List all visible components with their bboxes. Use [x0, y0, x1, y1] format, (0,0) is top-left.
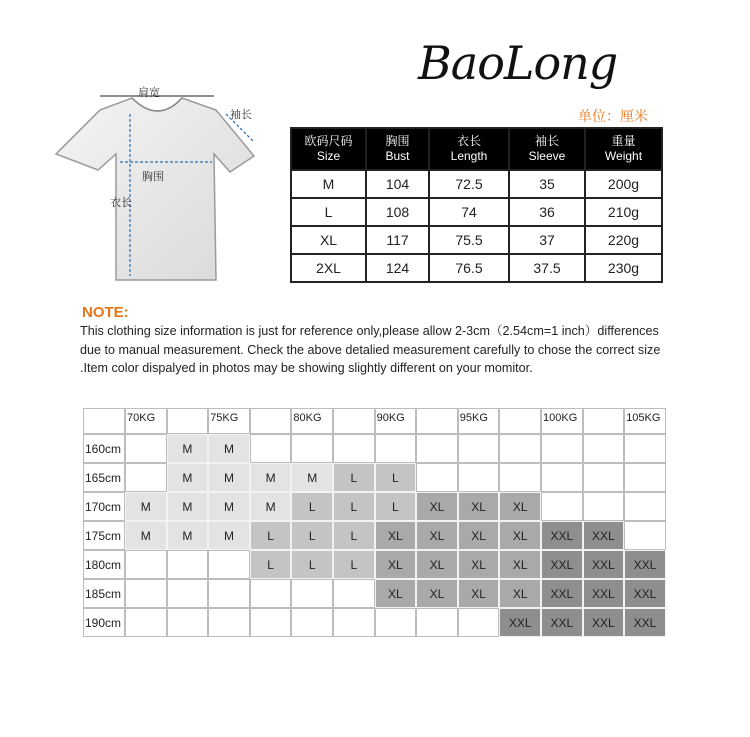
- size-cell: [125, 550, 167, 579]
- size-cell: M: [208, 521, 250, 550]
- header-length: 衣长 Length: [429, 128, 509, 170]
- size-cell: XXL: [583, 550, 625, 579]
- header-size: 欧码尺码 Size: [291, 128, 366, 170]
- size-cell: XXL: [541, 550, 583, 579]
- header-bust: 胸围 Bust: [366, 128, 429, 170]
- size-cell: [375, 608, 417, 637]
- size-cell: [208, 550, 250, 579]
- table-cell: 124: [366, 254, 429, 282]
- size-cell: [583, 492, 625, 521]
- size-cell: XXL: [624, 579, 666, 608]
- size-cell: M: [167, 463, 209, 492]
- table-row: [291, 254, 662, 282]
- size-cell: M: [208, 434, 250, 463]
- height-label-cell: 170cm: [83, 492, 125, 521]
- size-cell: L: [291, 550, 333, 579]
- note-line: .Item color dispalyed in photos may be showing slightly different on your momitor.: [80, 361, 533, 375]
- size-cell: M: [167, 434, 209, 463]
- grid-header-cell: [83, 408, 125, 434]
- table-cell: L: [291, 198, 366, 226]
- weight-label: 105KG: [626, 412, 661, 424]
- weight-label: 80KG: [293, 412, 322, 424]
- size-cell: [250, 579, 292, 608]
- size-cell: [458, 608, 500, 637]
- height-label-cell: 185cm: [83, 579, 125, 608]
- note-title: NOTE:: [82, 304, 129, 321]
- size-cell: [458, 434, 500, 463]
- size-cell: XXL: [541, 579, 583, 608]
- size-cell: [583, 463, 625, 492]
- size-cell: M: [167, 492, 209, 521]
- size-cell: XL: [458, 550, 500, 579]
- size-cell: L: [375, 492, 417, 521]
- size-cell: [624, 463, 666, 492]
- size-cell: [541, 463, 583, 492]
- table-cell: 108: [366, 198, 429, 226]
- size-cell: M: [167, 521, 209, 550]
- size-cell: M: [291, 463, 333, 492]
- size-cell: L: [333, 492, 375, 521]
- header-sleeve: 袖长 Sleeve: [509, 128, 585, 170]
- size-cell: XL: [499, 550, 541, 579]
- size-cell: XXL: [499, 608, 541, 637]
- size-cell: [624, 434, 666, 463]
- size-cell: M: [208, 463, 250, 492]
- size-cell: [250, 434, 292, 463]
- size-cell: XL: [416, 492, 458, 521]
- table-row: [291, 170, 662, 198]
- size-cell: L: [333, 550, 375, 579]
- table-row: [291, 198, 662, 226]
- table-row: [291, 226, 662, 254]
- size-cell: [458, 463, 500, 492]
- size-table-header: [291, 128, 662, 170]
- size-cell: [167, 579, 209, 608]
- table-cell: 220g: [585, 226, 662, 254]
- size-table: [290, 127, 663, 283]
- size-cell: XL: [499, 492, 541, 521]
- size-cell: [499, 434, 541, 463]
- table-cell: XL: [291, 226, 366, 254]
- unit-label: 单位：厘米: [578, 108, 648, 124]
- size-cell: [208, 579, 250, 608]
- size-cell: [541, 492, 583, 521]
- size-cell: XXL: [541, 521, 583, 550]
- size-cell: XL: [499, 579, 541, 608]
- table-cell: M: [291, 170, 366, 198]
- grid-header-cell: [250, 408, 292, 434]
- height-label-cell: 160cm: [83, 434, 125, 463]
- table-cell: 2XL: [291, 254, 366, 282]
- size-cell: L: [291, 492, 333, 521]
- table-cell: 36: [509, 198, 585, 226]
- size-cell: [375, 434, 417, 463]
- table-cell: 230g: [585, 254, 662, 282]
- size-cell: L: [250, 550, 292, 579]
- size-cell: L: [333, 463, 375, 492]
- brand-logo: BaoLong: [418, 36, 618, 90]
- size-cell: [624, 492, 666, 521]
- table-cell: 37: [509, 226, 585, 254]
- length-label: 衣长: [110, 197, 132, 209]
- table-cell: 76.5: [429, 254, 509, 282]
- size-cell: XL: [458, 579, 500, 608]
- size-cell: XXL: [624, 550, 666, 579]
- size-cell: XL: [375, 550, 417, 579]
- size-cell: L: [250, 521, 292, 550]
- size-cell: L: [375, 463, 417, 492]
- size-cell: [208, 608, 250, 637]
- chest-label: 胸围: [142, 171, 164, 183]
- table-cell: 117: [366, 226, 429, 254]
- grid-header-cell: [583, 408, 625, 434]
- size-cell: [291, 434, 333, 463]
- tshirt-diagram: [40, 84, 280, 284]
- size-cell: [333, 434, 375, 463]
- weight-label: 95KG: [459, 412, 488, 424]
- size-cell: [416, 463, 458, 492]
- size-cell: XL: [499, 521, 541, 550]
- size-cell: M: [250, 492, 292, 521]
- table-cell: 75.5: [429, 226, 509, 254]
- height-label-cell: 190cm: [83, 608, 125, 637]
- size-cell: [333, 579, 375, 608]
- size-cell: [291, 608, 333, 637]
- size-cell: L: [333, 521, 375, 550]
- size-cell: XL: [416, 550, 458, 579]
- note-line: due to manual measurement. Check the above detalied measurement carefully to chose the correct size: [80, 342, 661, 357]
- size-cell: [125, 579, 167, 608]
- size-cell: L: [291, 521, 333, 550]
- grid-header-cell: [333, 408, 375, 434]
- size-cell: [125, 463, 167, 492]
- weight-label: 70KG: [127, 412, 156, 424]
- size-cell: XL: [375, 521, 417, 550]
- grid-header-cell: [416, 408, 458, 434]
- size-cell: [541, 434, 583, 463]
- size-cell: [291, 579, 333, 608]
- table-cell: 35: [509, 170, 585, 198]
- size-cell: [583, 434, 625, 463]
- size-cell: XXL: [583, 579, 625, 608]
- header-weight: 重量 Weight: [585, 128, 662, 170]
- sleeve-label: 袖长: [230, 109, 252, 121]
- size-cell: [333, 608, 375, 637]
- size-cell: M: [208, 492, 250, 521]
- note-body: [80, 322, 720, 378]
- grid-header-cell: [167, 408, 209, 434]
- weight-label: 90KG: [376, 412, 405, 424]
- size-cell: [125, 434, 167, 463]
- size-cell: XXL: [583, 608, 625, 637]
- size-cell: M: [125, 492, 167, 521]
- shoulder-label: 肩宽: [138, 87, 160, 99]
- table-cell: 74: [429, 198, 509, 226]
- size-cell: XL: [416, 521, 458, 550]
- size-cell: XXL: [624, 608, 666, 637]
- table-cell: 37.5: [509, 254, 585, 282]
- size-cell: XL: [458, 492, 500, 521]
- size-cell: M: [125, 521, 167, 550]
- height-label-cell: 175cm: [83, 521, 125, 550]
- size-cell: XXL: [541, 608, 583, 637]
- size-cell: XL: [416, 579, 458, 608]
- size-cell: M: [250, 463, 292, 492]
- table-cell: 200g: [585, 170, 662, 198]
- size-cell: [167, 608, 209, 637]
- size-cell: [125, 608, 167, 637]
- size-cell: [416, 434, 458, 463]
- size-cell: [416, 608, 458, 637]
- size-cell: [167, 550, 209, 579]
- size-cell: XXL: [583, 521, 625, 550]
- note-line: This clothing size information is just for reference only,please allow 2-3cm（2.54cm=1 inch）differences: [80, 324, 659, 338]
- size-cell: XL: [458, 521, 500, 550]
- height-label-cell: 165cm: [83, 463, 125, 492]
- size-cell: [624, 521, 666, 550]
- grid-header-cell: [499, 408, 541, 434]
- table-cell: 72.5: [429, 170, 509, 198]
- weight-label: 100KG: [543, 412, 578, 424]
- size-cell: XL: [375, 579, 417, 608]
- size-cell: [250, 608, 292, 637]
- table-cell: 210g: [585, 198, 662, 226]
- size-cell: [499, 463, 541, 492]
- weight-label: 75KG: [210, 412, 239, 424]
- table-cell: 104: [366, 170, 429, 198]
- height-label-cell: 180cm: [83, 550, 125, 579]
